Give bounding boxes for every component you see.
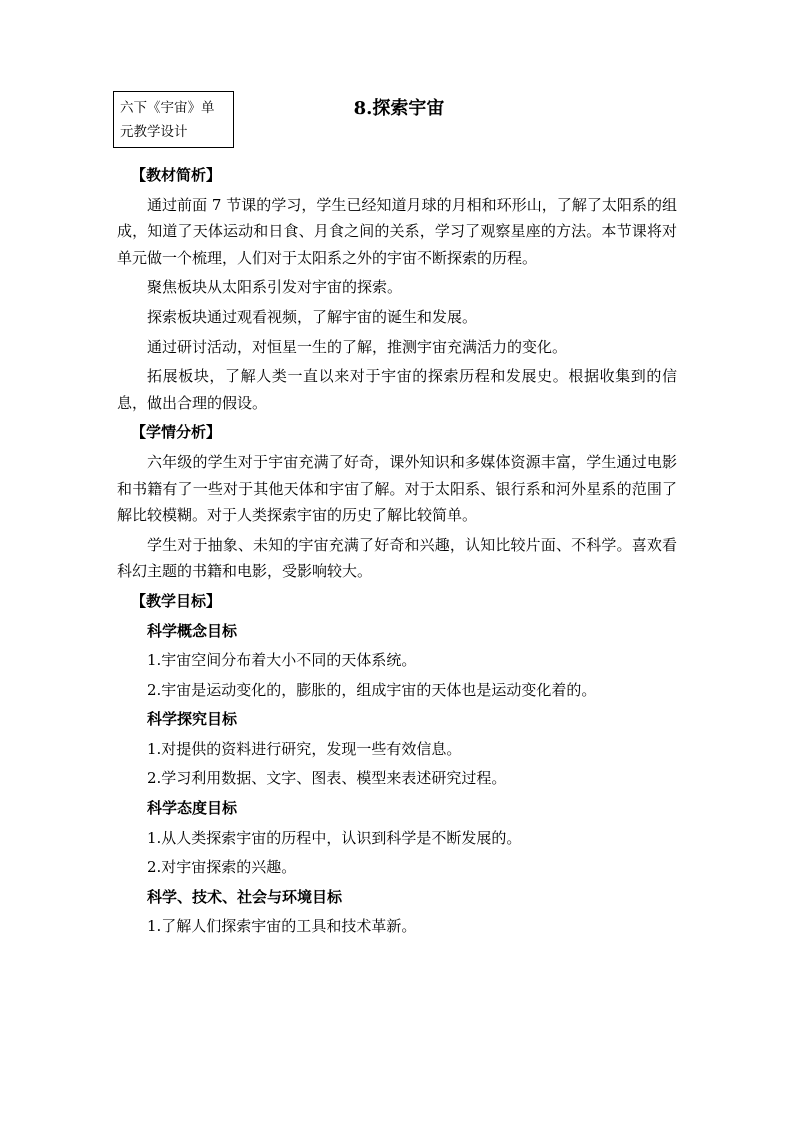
section-heading-students: 【学情分析】 <box>131 423 222 442</box>
goal-subheading-attitude: 科学态度目标 <box>147 799 238 818</box>
goal-item: 1.了解人们探索宇宙的工具和技术革新。 <box>147 917 417 936</box>
goal-item: 2.学习利用数据、文字、图表、模型来表述研究过程。 <box>147 769 507 788</box>
goal-item: 2.宇宙是运动变化的，膨胀的，组成宇宙的天体也是运动变化着的。 <box>147 680 597 699</box>
paragraph: 通过前面 7 节课的学习，学生已经知道月球的月相和环形山，了解了太阳系的组成，知道了天体运动和日食、月食之间的关系，学习了观察星座的方法。本节课将对单元做一个梳理，人们对于太阳系之外的宇宙不断探索的历程。 <box>117 195 677 267</box>
goal-subheading-inquiry: 科学探究目标 <box>147 710 238 729</box>
paragraph: 学生对于抽象、未知的宇宙充满了好奇和兴趣，认知比较片面、不科学。喜欢看科幻主题的书籍和电影，受影响较大。 <box>117 535 677 581</box>
lesson-title: 8.探索宇宙 <box>353 98 445 119</box>
unit-label-line1: 六下《宇宙》单 <box>120 100 215 116</box>
goal-subheading-concept: 科学概念目标 <box>147 621 238 640</box>
document-body <box>117 162 677 940</box>
section-heading-textbook: 【教材简析】 <box>131 166 222 184</box>
goal-subheading-sts: 科学、技术、社会与环境目标 <box>147 887 343 906</box>
paragraph: 聚焦板块从太阳系引发对宇宙的探索。 <box>147 278 403 297</box>
section-heading-goals: 【教学目标】 <box>131 591 222 610</box>
paragraph: 拓展板块，了解人类一直以来对于宇宙的探索历程和发展史。根据收集到的信息，做出合理的假设。 <box>117 367 677 412</box>
paragraph: 六年级的学生对于宇宙充满了好奇，课外知识和多媒体资源丰富，学生通过电影和书籍有了一些对于其他天体和宇宙了解。对于太阳系、银行系和河外星系的范围了解比较模糊。对于人类探索宇宙的历史了解比较简单。 <box>117 452 677 525</box>
goal-item: 2.对宇宙探索的兴趣。 <box>147 858 297 877</box>
paragraph: 通过研讨活动，对恒星一生的了解，推测宇宙充满活力的变化。 <box>147 337 568 356</box>
goal-item: 1.对提供的资料进行研究，发现一些有效信息。 <box>147 739 462 758</box>
goal-item: 1.从人类探索宇宙的历程中，认识到科学是不断发展的。 <box>147 828 522 847</box>
unit-label-line2: 元教学设计 <box>120 124 188 140</box>
goal-item: 1.宇宙空间分布着大小不同的天体系统。 <box>147 651 417 670</box>
paragraph: 探索板块通过观看视频，了解宇宙的诞生和发展。 <box>147 307 478 326</box>
